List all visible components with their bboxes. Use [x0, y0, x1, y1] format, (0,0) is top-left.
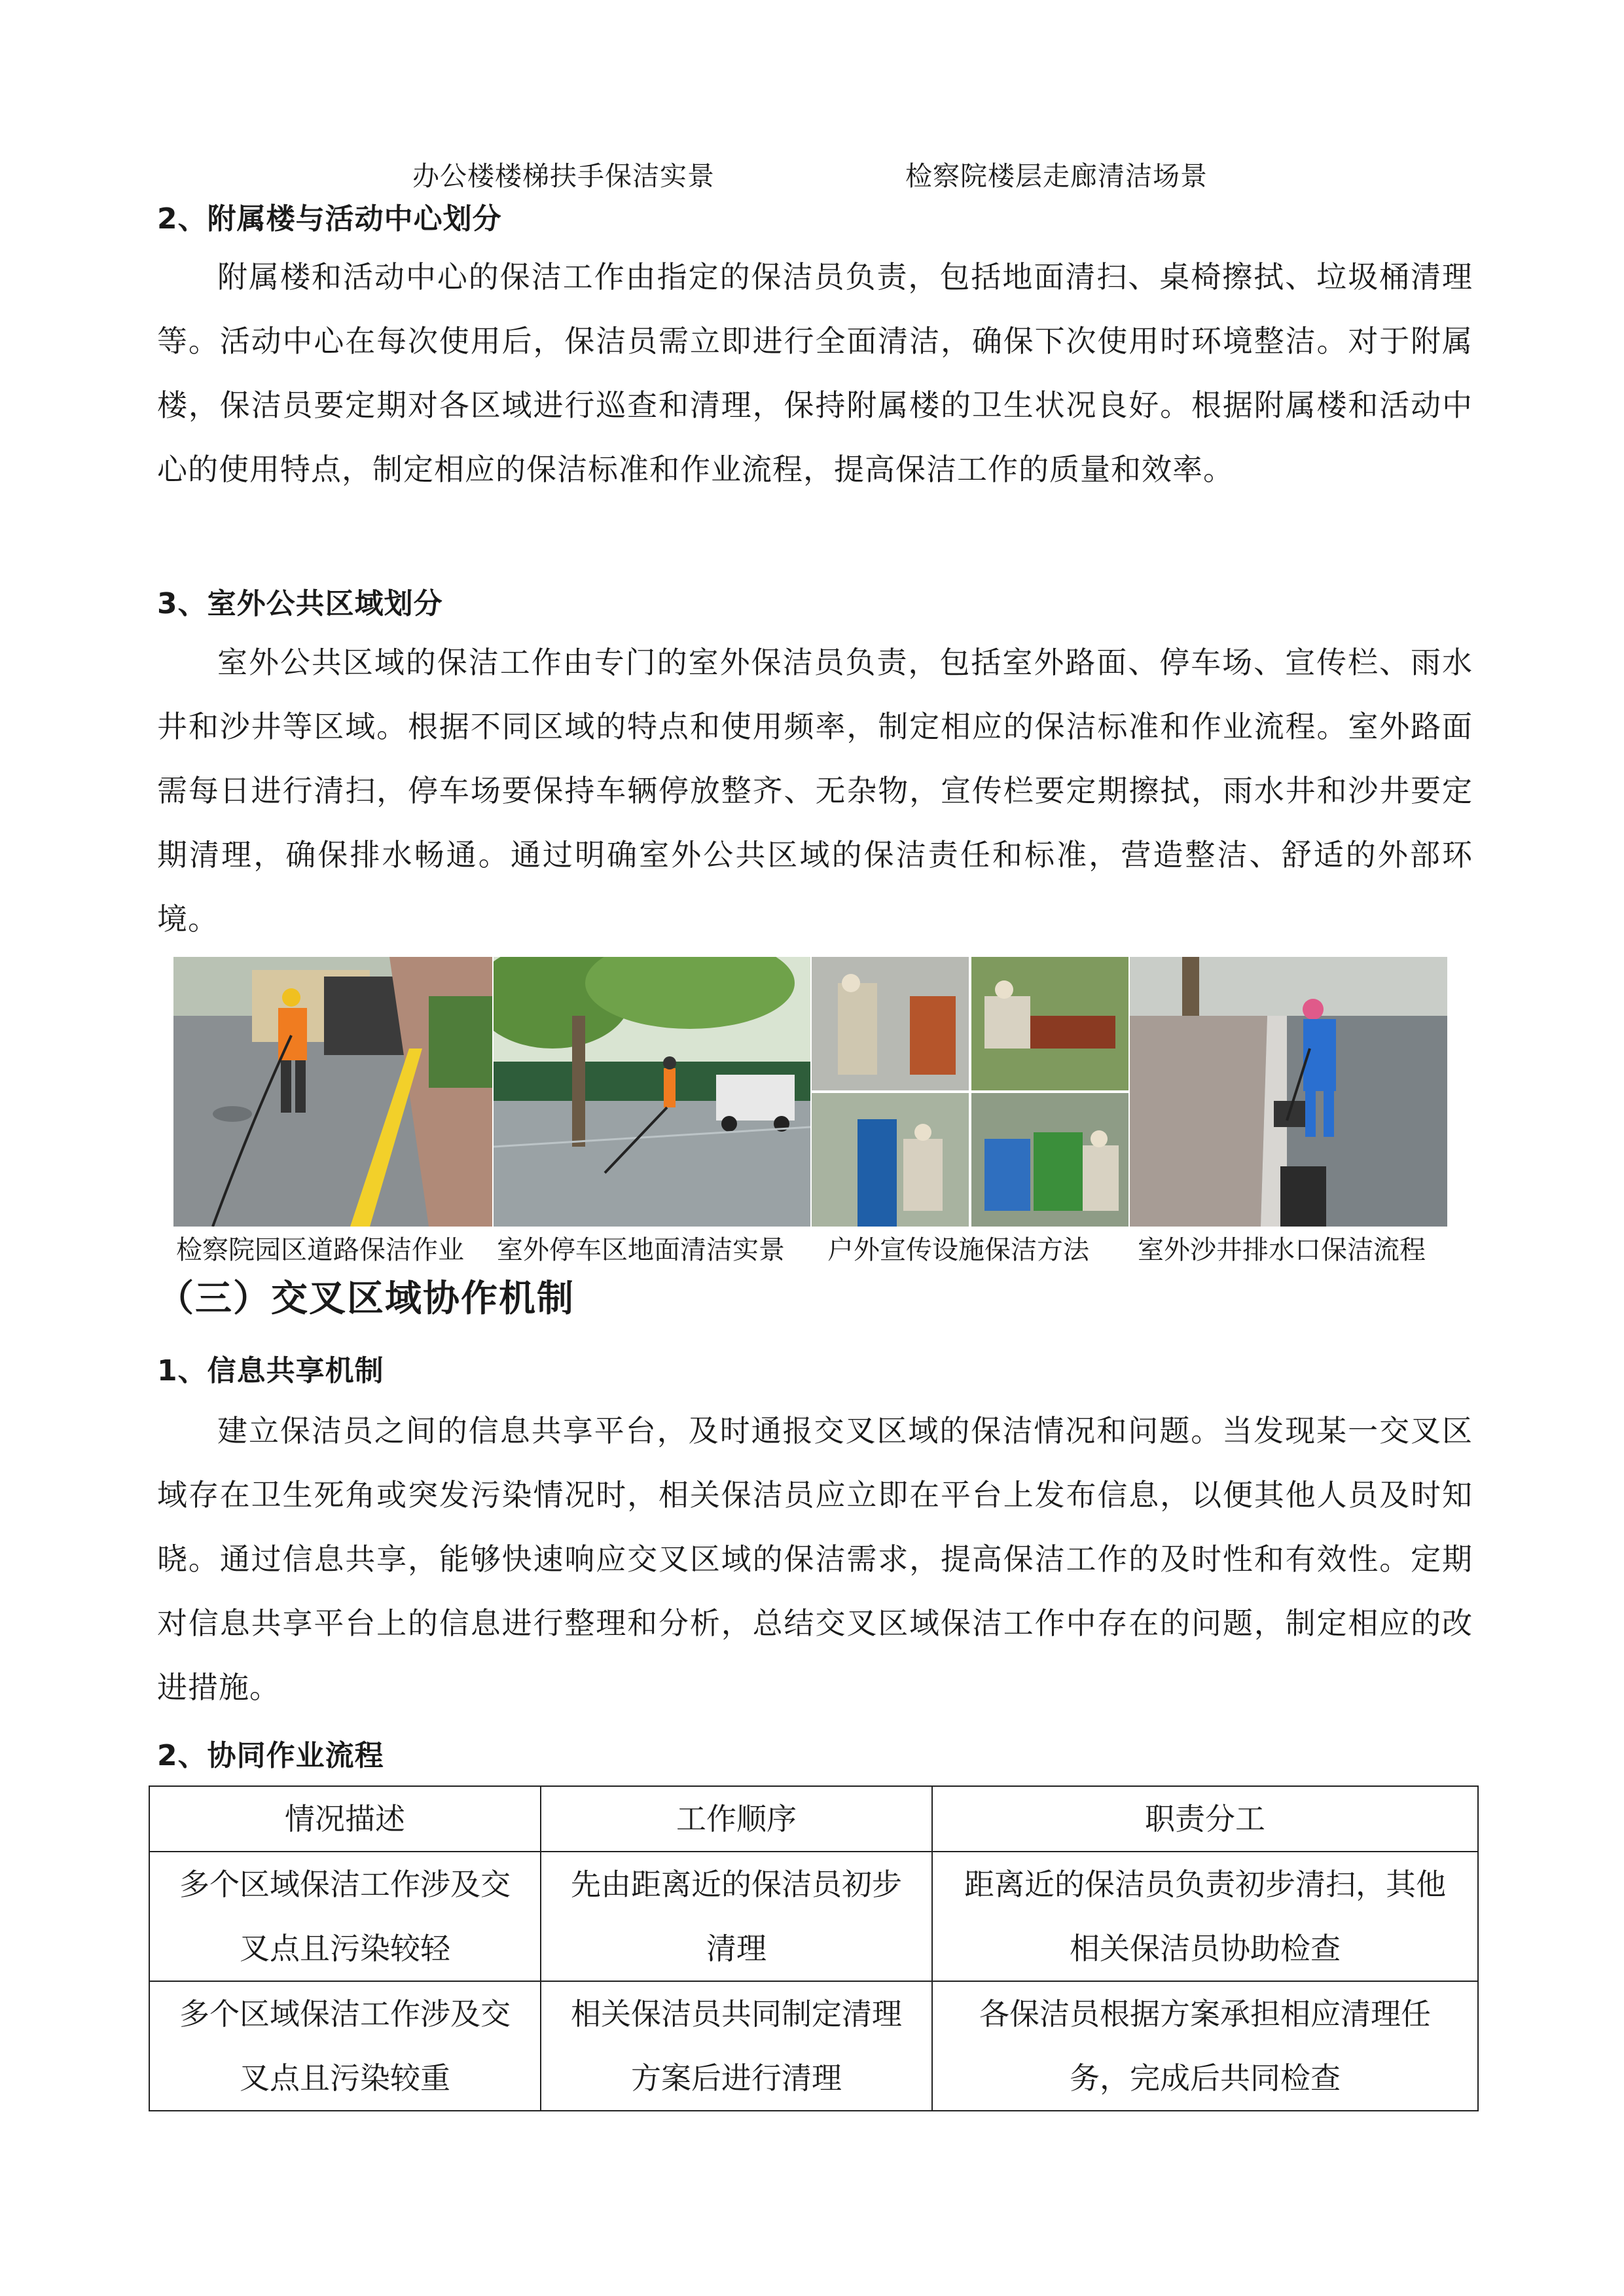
photo-cell-board-wiping [812, 957, 969, 1090]
section-heading-info-sharing: 1、信息共享机制 [157, 1354, 384, 1388]
photo-publicity-facilities [812, 957, 1128, 1227]
photo-drain-cleaning [1130, 957, 1447, 1227]
section-heading-workflow: 2、协同作业流程 [157, 1739, 384, 1772]
table-row [149, 1852, 1478, 1981]
section-heading-outdoor: 3、室外公共区域划分 [157, 587, 443, 620]
photo-caption-corridor: 检察院楼层走廊清洁场景 [905, 160, 1208, 192]
photo-road-cleaning [173, 957, 492, 1227]
table-cell: 多个区域保洁工作涉及交叉点且污染较重 [149, 1981, 541, 2111]
photo-parking-cleaning [494, 957, 810, 1227]
photo-caption-parking: 室外停车区地面清洁实景 [497, 1235, 785, 1265]
photo-caption-drain: 室外沙井排水口保洁流程 [1138, 1235, 1426, 1265]
photo-caption-road: 检察院园区道路保洁作业 [176, 1235, 464, 1265]
table-header-cell: 职责分工 [932, 1786, 1478, 1852]
photo-caption-row [173, 1229, 1447, 1268]
photo-cell-trash-bins [971, 1093, 1128, 1227]
table-row [149, 1981, 1478, 2111]
chapter-heading: （三）交叉区域协作机制 [157, 1278, 575, 1320]
table-cell: 距离近的保洁员负责初步清扫，其他相关保洁员协助检查 [932, 1852, 1478, 1981]
photo-cell-bench-wiping [971, 957, 1128, 1090]
section-body-annex: 附属楼和活动中心的保洁工作由指定的保洁员负责，包括地面清扫、桌椅擦拭、垃圾桶清理等。活动中心在每次使用后，保洁员需立即进行全面清洁，确保下次使用时环境整洁。对于附属楼，保洁员要定期对各区域进行巡查和清理，保持附属楼的卫生状况良好。根据附属楼和活动中心的使用特点，制定相应的保洁标准和作业流程，提高保洁工作的质量和效率。 [157, 259, 1473, 487]
photo-caption-stair-handrail: 办公楼楼梯扶手保洁实景 [412, 160, 715, 192]
table-cell: 多个区域保洁工作涉及交叉点且污染较轻 [149, 1852, 541, 1981]
photo-cell-signboard [812, 1093, 969, 1227]
workflow-table [149, 1785, 1479, 2111]
table-header-row [149, 1786, 1478, 1852]
photo-strip [173, 957, 1447, 1227]
table-cell: 先由距离近的保洁员初步清理 [541, 1852, 932, 1981]
section-heading-annex: 2、附属楼与活动中心划分 [157, 202, 502, 236]
section-body-info-sharing: 建立保洁员之间的信息共享平台，及时通报交叉区域的保洁情况和问题。当发现某一交叉区域存在卫生死角或突发污染情况时，相关保洁员应立即在平台上发布信息，以便其他人员及时知晓。通过信息共享，能够快速响应交叉区域的保洁需求，提高保洁工作的及时性和有效性。定期对信息共享平台上的信息进行整理和分析，总结交叉区域保洁工作中存在的问题，制定相应的改进措施。 [157, 1413, 1473, 1705]
photo-caption-publicity: 户外宣传设施保洁方法 [827, 1235, 1089, 1265]
section-body-outdoor: 室外公共区域的保洁工作由专门的室外保洁员负责，包括室外路面、停车场、宣传栏、雨水井和沙井等区域。根据不同区域的特点和使用频率，制定相应的保洁标准和作业流程。室外路面需每日进行清扫，停车场要保持车辆停放整齐、无杂物，宣传栏要定期擦拭，雨水井和沙井要定期清理，确保排水畅通。通过明确室外公共区域的保洁责任和标准，营造整洁、舒适的外部环境。 [157, 645, 1473, 937]
table-header-cell: 工作顺序 [541, 1786, 932, 1852]
table-cell: 各保洁员根据方案承担相应清理任务，完成后共同检查 [932, 1981, 1478, 2111]
table-header-cell: 情况描述 [149, 1786, 541, 1852]
table-cell: 相关保洁员共同制定清理方案后进行清理 [541, 1981, 932, 2111]
